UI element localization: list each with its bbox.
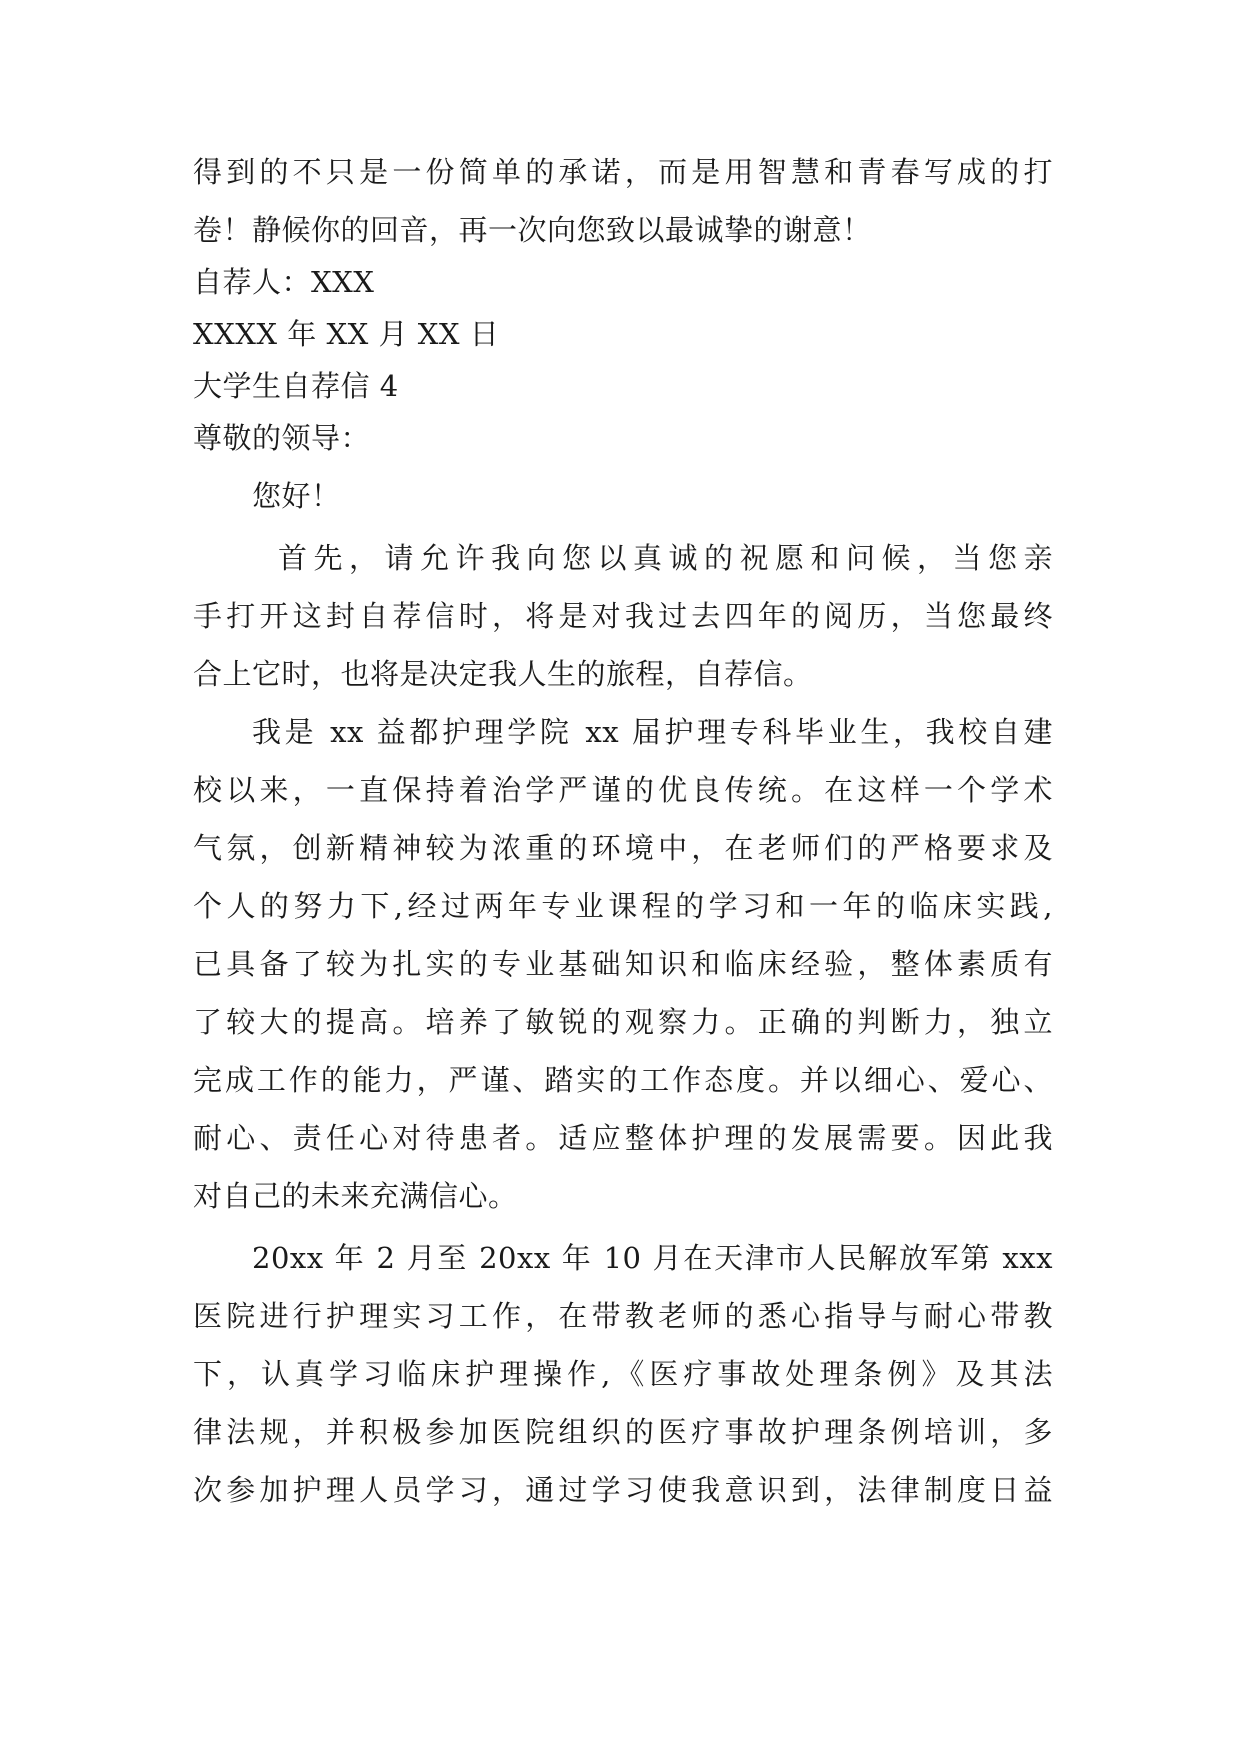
text-line: 气氛，创新精神较为浓重的环境中，在老师们的严格要求及 xyxy=(193,831,1053,865)
text-line: 律法规，并积极参加医院组织的医疗事故护理条例培训，多 xyxy=(193,1415,1053,1449)
greeting: 您好！ xyxy=(252,479,341,513)
text-line: 个人的努力下,经过两年专业课程的学习和一年的临床实践, xyxy=(193,889,1053,923)
salutation: 尊敬的领导： xyxy=(193,421,371,455)
text-line: 医院进行护理实习工作，在带教老师的悉心指导与耐心带教 xyxy=(193,1299,1053,1333)
text-line: 首先，请允许我向您以真诚的祝愿和问候，当您亲 xyxy=(278,541,1053,575)
date-line: XXXX 年 XX 月 XX 日 xyxy=(193,317,500,351)
text-line: 20xx 年 2 月至 20xx 年 10 月在天津市人民解放军第 xxx xyxy=(252,1241,1053,1275)
text-line: 次参加护理人员学习，通过学习使我意识到，法律制度日益 xyxy=(193,1473,1053,1507)
text-line: 校以来，一直保持着治学严谨的优良传统。在这样一个学术 xyxy=(193,773,1053,807)
text-line: 卷！静候你的回音，再一次向您致以最诚挚的谢意！ xyxy=(193,213,872,247)
text-line: 已具备了较为扎实的专业基础知识和临床经验，整体素质有 xyxy=(193,947,1053,981)
text-line: 了较大的提高。培养了敏锐的观察力。正确的判断力，独立 xyxy=(193,1005,1053,1039)
text-line: 手打开这封自荐信时，将是对我过去四年的阅历，当您最终 xyxy=(193,599,1053,633)
text-line: 我是 xx 益都护理学院 xx 届护理专科毕业生，我校自建 xyxy=(252,715,1053,749)
signature-line: 自荐人：XXX xyxy=(193,265,375,299)
text-line: 得到的不只是一份简单的承诺，而是用智慧和青春写成的打 xyxy=(193,155,1053,189)
text-line: 对自己的未来充满信心。 xyxy=(193,1179,518,1213)
text-line: 耐心、责任心对待患者。适应整体护理的发展需要。因此我 xyxy=(193,1121,1053,1155)
text-line: 下，认真学习临床护理操作,《医疗事故处理条例》及其法 xyxy=(193,1357,1053,1391)
text-line: 完成工作的能力，严谨、踏实的工作态度。并以细心、爱心、 xyxy=(193,1063,1053,1097)
section-title: 大学生自荐信 4 xyxy=(193,369,399,403)
text-line: 合上它时，也将是决定我人生的旅程，自荐信。 xyxy=(193,657,813,691)
